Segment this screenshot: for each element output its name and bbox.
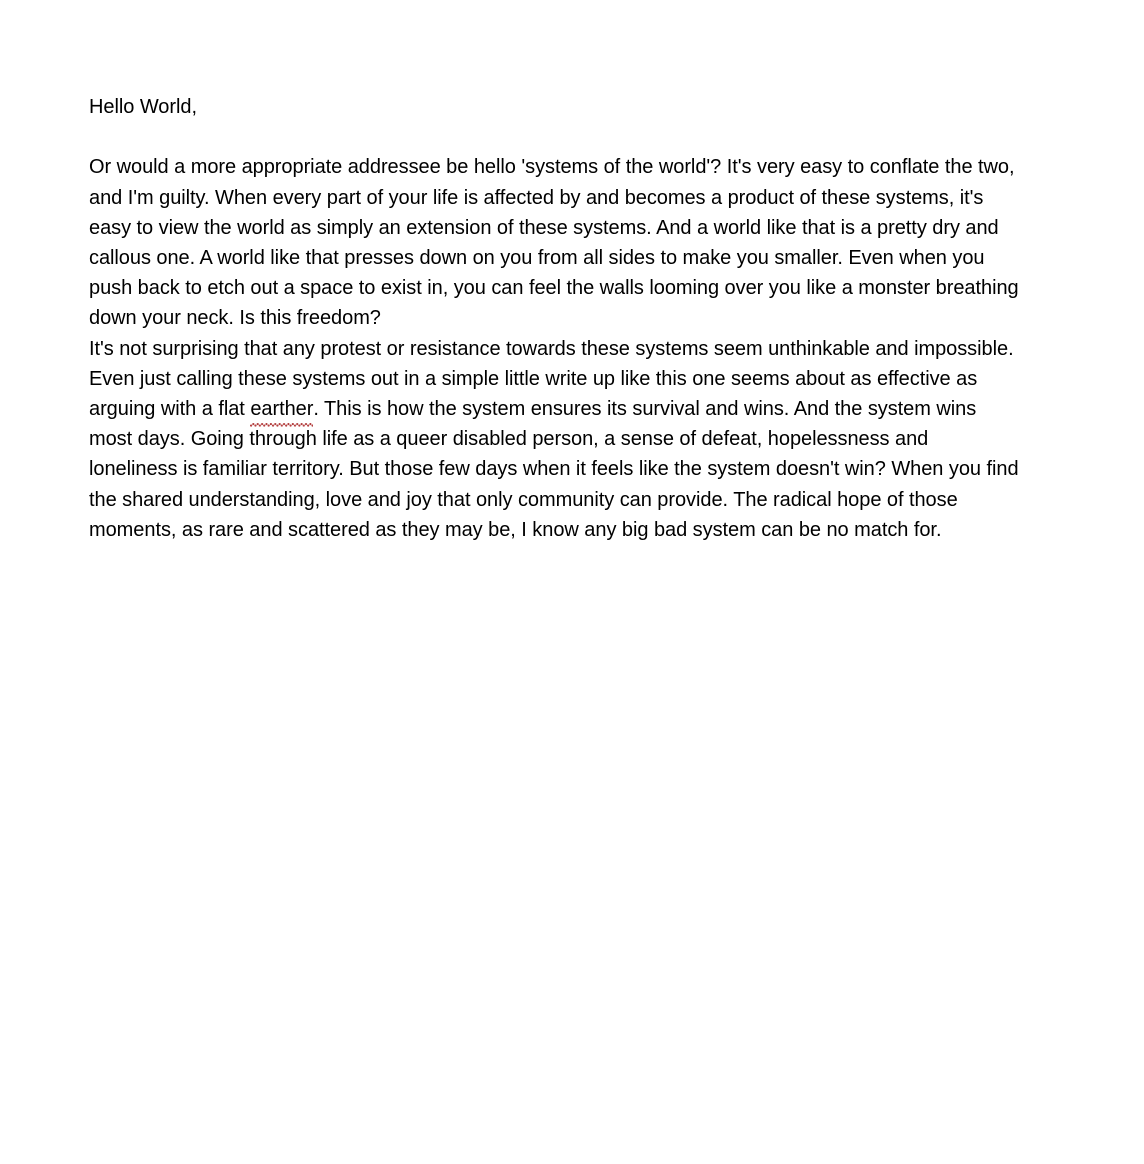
document-text-body[interactable] (89, 92, 1022, 545)
misspelled-word-earther[interactable]: earther (250, 394, 313, 424)
paragraph-second (89, 334, 1022, 545)
paragraph-second-text-after: . This is how the system ensures its survival and wins. And the system wins most days. Going through life as a queer disabled person, a sense of defeat, hopelessness and loneliness is familiar territory. But those few days when it feels like the system doesn't win? When you find the shared understanding, love and joy that only community can provide. The radical hope of those moments, as rare and scattered as they may be, I know any big bad system can be no match for. (89, 398, 1019, 541)
greeting-line: Hello World, (89, 96, 197, 118)
paragraph-spacer (89, 122, 1022, 152)
paragraph-first: Or would a more appropriate addressee be hello 'systems of the world'? It's very easy to conflate the two, and I'm guilty. When every part of your life is affected by and becomes a product of these systems, it's easy to view the world as simply an extension of these systems. And a world like that is a pretty dry and callous one. A world like that presses down on you from all sides to make you smaller. Even when you push back to etch out a space to exist in, you can feel the walls looming over you like a monster breathing down your neck. Is this freedom? (89, 156, 1019, 330)
paragraph-second-text-before: It's not surprising that any protest or resistance towards these systems seem unthinkable and impossible. Even just calling these systems out in a simple little write up like this one seems about as effective as arguing with a flat (89, 337, 1014, 421)
